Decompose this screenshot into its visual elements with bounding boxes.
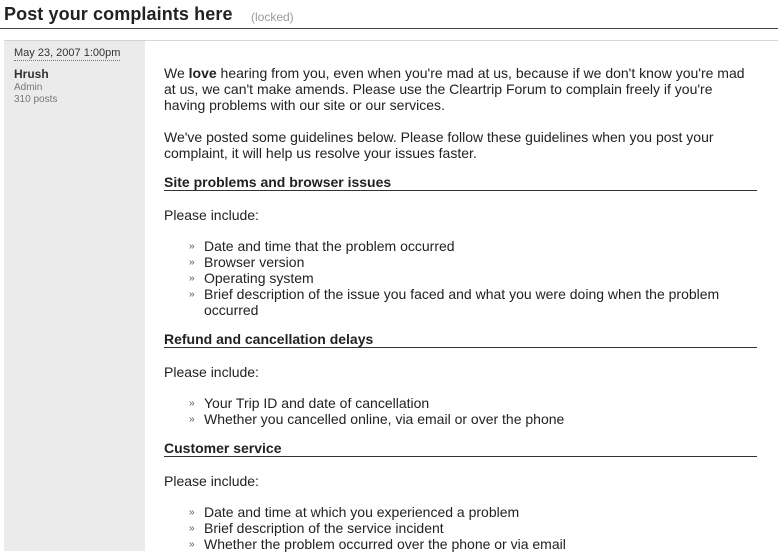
post-author-sidebar — [4, 40, 145, 551]
list-item — [189, 411, 757, 427]
list-item-text: Your Trip ID and date of cancellation — [204, 395, 430, 411]
section-heading: Refund and cancellation delays — [164, 332, 757, 348]
list-item-text: Date and time that the problem occurred — [204, 238, 455, 254]
list-item-text: Brief description of the service incident — [204, 520, 444, 536]
double-chevron-bullet-icon: » — [189, 273, 195, 284]
section-list — [164, 504, 757, 552]
list-item — [189, 238, 757, 254]
section-heading: Customer service — [164, 441, 757, 457]
double-chevron-bullet-icon: » — [189, 257, 195, 268]
double-chevron-bullet-icon: » — [189, 523, 195, 534]
list-item — [189, 520, 757, 536]
double-chevron-bullet-icon: » — [189, 507, 195, 518]
forum-header — [0, 0, 778, 29]
double-chevron-bullet-icon: » — [189, 398, 195, 409]
intro-paragraph: We love hearing from you, even when you're mad at us, because if we don't know you're mad at us, we can't make amends. Please use the Cleartrip Forum to complain freely if you're having problems with our site or our services. — [164, 65, 745, 113]
author-name[interactable]: Hrush — [14, 67, 49, 81]
post-body — [164, 65, 757, 552]
section-lead: Please include: — [164, 473, 259, 489]
author-post-count: 310 posts — [14, 94, 58, 105]
section-list — [164, 395, 757, 427]
list-item-text: Whether the problem occurred over the phone or via email — [204, 536, 566, 552]
section-lead: Please include: — [164, 207, 259, 223]
locked-status: (locked) — [251, 10, 294, 24]
section-heading: Site problems and browser issues — [164, 175, 757, 191]
section-list — [164, 238, 757, 318]
double-chevron-bullet-icon: » — [189, 414, 195, 425]
double-chevron-bullet-icon: » — [189, 241, 195, 252]
list-item-text: Operating system — [204, 270, 314, 286]
list-item — [189, 395, 757, 411]
post-divider — [145, 40, 778, 41]
list-item-text: Browser version — [204, 254, 305, 270]
list-item-text: Brief description of the issue you faced and what you were doing when the problem occurred — [204, 286, 720, 318]
post-date[interactable]: May 23, 2007 1:00pm — [14, 47, 121, 59]
list-item-text: Whether you cancelled online, via email or over the phone — [204, 411, 565, 427]
list-item — [189, 286, 757, 318]
list-item-text: Date and time at which you experienced a problem — [204, 504, 520, 520]
guideline-sections — [164, 175, 757, 552]
emphasis-love: love — [188, 65, 217, 81]
list-item — [189, 504, 757, 520]
double-chevron-bullet-icon: » — [189, 289, 195, 300]
list-item — [189, 270, 757, 286]
list-item — [189, 254, 757, 270]
section-lead: Please include: — [164, 364, 259, 380]
author-role: Admin — [14, 82, 43, 93]
page-title: Post your complaints here — [4, 4, 233, 24]
guidelines-paragraph: We've posted some guidelines below. Please follow these guidelines when you post your complaint, it will help us resolve your issues faster. — [164, 129, 714, 161]
double-chevron-bullet-icon: » — [189, 539, 195, 550]
